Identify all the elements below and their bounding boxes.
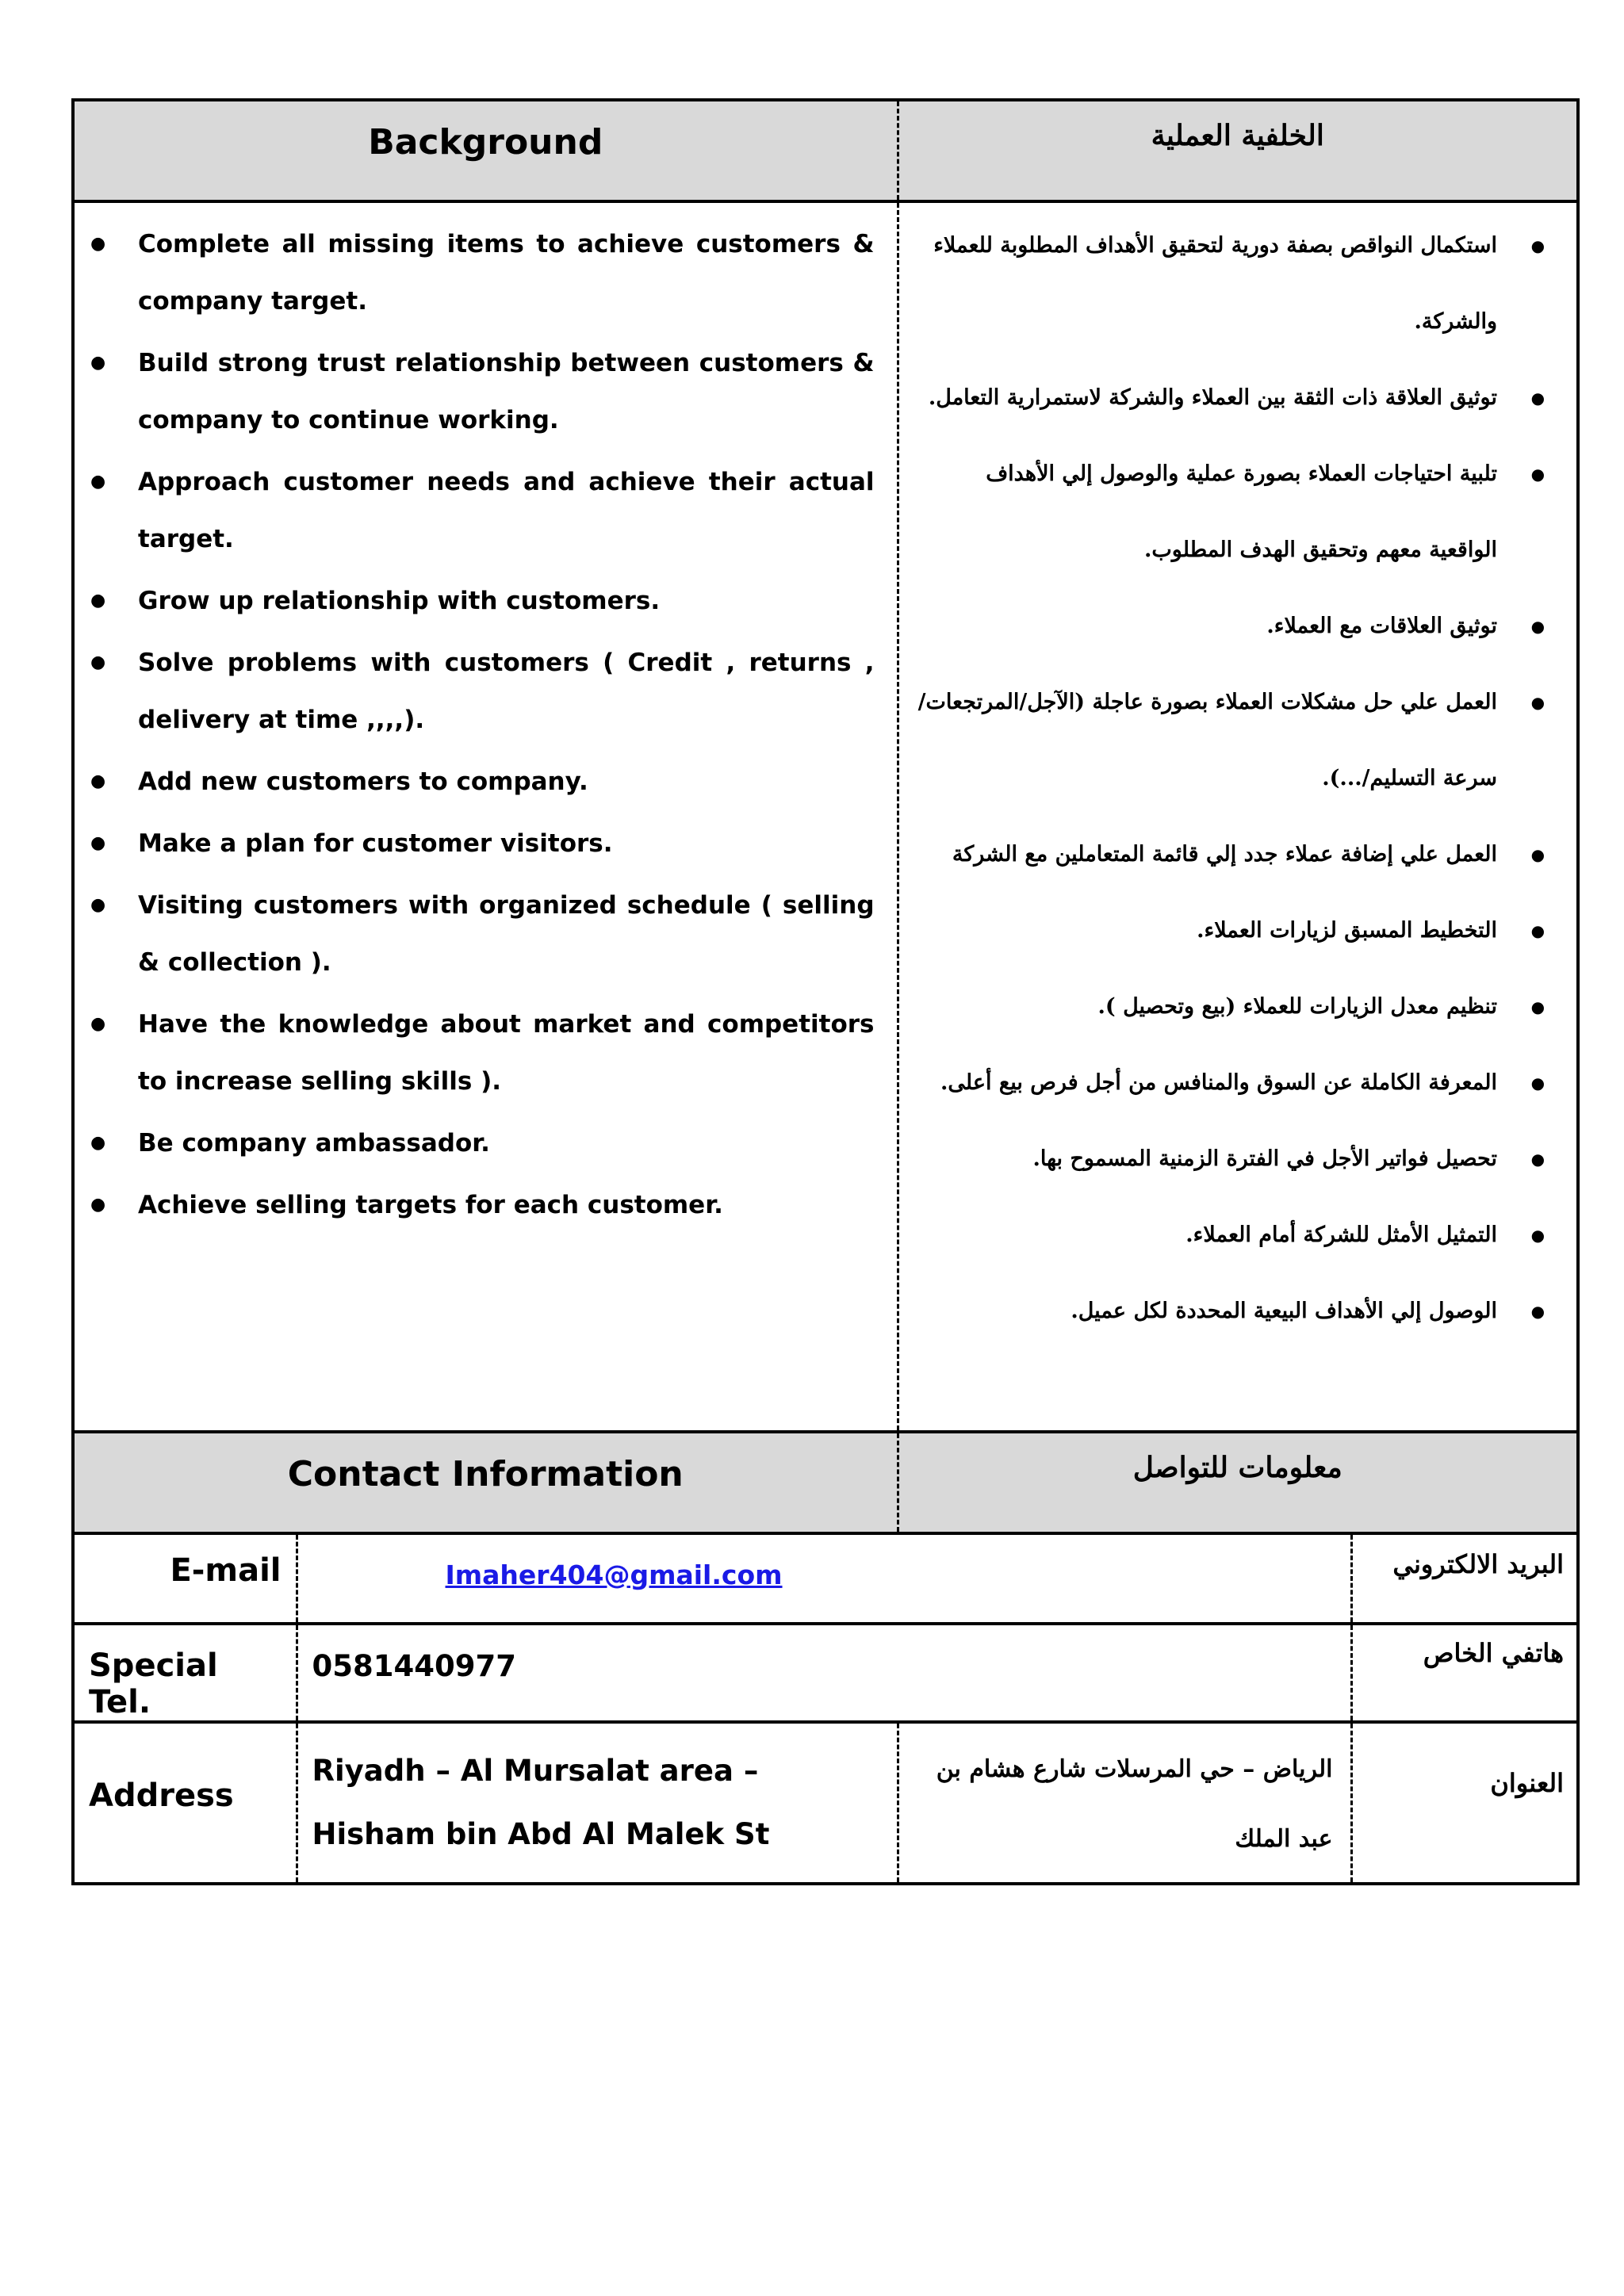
- background-header-ar-cell: [898, 100, 1578, 201]
- tel-row: [73, 1624, 1578, 1722]
- tel-value-cell: [297, 1624, 1351, 1722]
- background-en-cell: [73, 201, 898, 1432]
- background-header-row: [73, 100, 1578, 201]
- tel-label-en: Special Tel.: [89, 1647, 218, 1720]
- contact-header-row: [73, 1432, 1578, 1533]
- address-value-en: Riyadh – Al Mursalat area – Hisham bin Abd Al Malek St: [312, 1754, 770, 1851]
- background-item-en: ● Have the knowledge about market and competitors to increase selling skills ).: [138, 996, 875, 1110]
- tel-label-cell: [73, 1624, 297, 1722]
- cv-table: [71, 98, 1580, 1885]
- tel-value: 0581440977: [312, 1649, 516, 1683]
- address-label-ar: العنوان: [1490, 1768, 1565, 1798]
- background-item-en: ● Complete all missing items to achieve customers & company target.: [138, 216, 875, 330]
- tel-label-ar-cell: [1351, 1624, 1578, 1722]
- background-item-en: ● Visiting customers with organized schedule ( selling & collection ).: [138, 877, 875, 991]
- background-item-en: ● Grow up relationship with customers.: [138, 572, 875, 629]
- background-item-ar: ● تلبية احتياجات العملاء بصورة عملية والوصول إلي الأهداف الواقعية معهم وتحقيق الهدف المطلوب.: [918, 436, 1498, 588]
- background-title-ar: الخلفية العملية: [1151, 119, 1324, 152]
- tel-label-ar: هاتفي الخاص: [1423, 1638, 1565, 1668]
- background-header-en-cell: [73, 100, 898, 201]
- background-item-ar: ● استكمال النواقص بصفة دورية لتحقيق الأهداف المطلوبة للعملاء والشركة.: [918, 208, 1498, 360]
- background-item-en: ● Add new customers to company.: [138, 753, 875, 810]
- contact-title-ar: معلومات للتواصل: [1132, 1451, 1342, 1484]
- background-item-ar: ● توثيق العلاقة ذات الثقة بين العملاء والشركة لاستمرارية التعامل.: [918, 360, 1498, 436]
- background-item-en: ● Achieve selling targets for each customer.: [138, 1177, 875, 1234]
- background-item-ar: ● تحصيل فواتير الأجل في الفترة الزمنية المسموح بها.: [918, 1121, 1498, 1197]
- address-row: [73, 1722, 1578, 1884]
- background-item-ar: ● التخطيط المسبق لزيارات العملاء.: [918, 893, 1498, 969]
- background-item-ar: ● العمل علي إضافة عملاء جدد إلي قائمة المتعاملين مع الشركة: [918, 817, 1498, 893]
- address-label-en: Address: [89, 1777, 234, 1814]
- background-item-ar: ● الوصول إلي الأهداف البيعية المحددة لكل عميل.: [918, 1273, 1498, 1349]
- address-value-ar: الرياض – حي المرسلات شارع هشام بن عبد الملك: [936, 1755, 1333, 1853]
- email-row: [73, 1533, 1578, 1624]
- address-value-en-cell: [297, 1722, 898, 1884]
- contact-header-en-cell: [73, 1432, 898, 1533]
- background-item-en: ● Be company ambassador.: [138, 1115, 875, 1172]
- contact-title-en: Contact Information: [287, 1454, 684, 1494]
- background-list-en: [75, 203, 897, 1234]
- background-ar-cell: [898, 201, 1578, 1432]
- background-list-ar: [899, 203, 1577, 1349]
- background-item-en: ● Make a plan for customer visitors.: [138, 815, 875, 872]
- background-item-ar: ● توثيق العلاقات مع العملاء.: [918, 588, 1498, 664]
- background-item-ar: ● العمل علي حل مشكلات العملاء بصورة عاجلة (الآجل/المرتجعات/سرعة التسليم/...).: [918, 664, 1498, 817]
- background-item-en: ● Approach customer needs and achieve their actual target.: [138, 453, 875, 568]
- email-value-cell: [297, 1533, 1351, 1624]
- address-value-ar-cell: [898, 1722, 1351, 1884]
- background-item-ar: ● تنظيم معدل الزيارات للعملاء (بيع وتحصيل ).: [918, 969, 1498, 1045]
- background-content-row: [73, 201, 1578, 1432]
- email-label-cell: [73, 1533, 297, 1624]
- email-label-ar: البريد الالكتروني: [1392, 1549, 1565, 1579]
- background-item-en: ● Build strong trust relationship between customers & company to continue working.: [138, 335, 875, 449]
- background-item-ar: ● التمثيل الأمثل للشركة أمام العملاء.: [918, 1197, 1498, 1273]
- email-link[interactable]: Imaher404@gmail.com: [445, 1559, 783, 1590]
- email-label-ar-cell: [1351, 1533, 1578, 1624]
- background-item-en: ● Solve problems with customers ( Credit , returns , delivery at time ,,,,).: [138, 634, 875, 748]
- email-label-en: E-mail: [170, 1552, 282, 1589]
- address-label-cell: [73, 1722, 297, 1884]
- contact-header-ar-cell: [898, 1432, 1578, 1533]
- background-item-ar: ● المعرفة الكاملة عن السوق والمنافس من أجل فرص بيع أعلى.: [918, 1045, 1498, 1121]
- background-title-en: Background: [368, 122, 603, 163]
- address-label-ar-cell: [1351, 1722, 1578, 1884]
